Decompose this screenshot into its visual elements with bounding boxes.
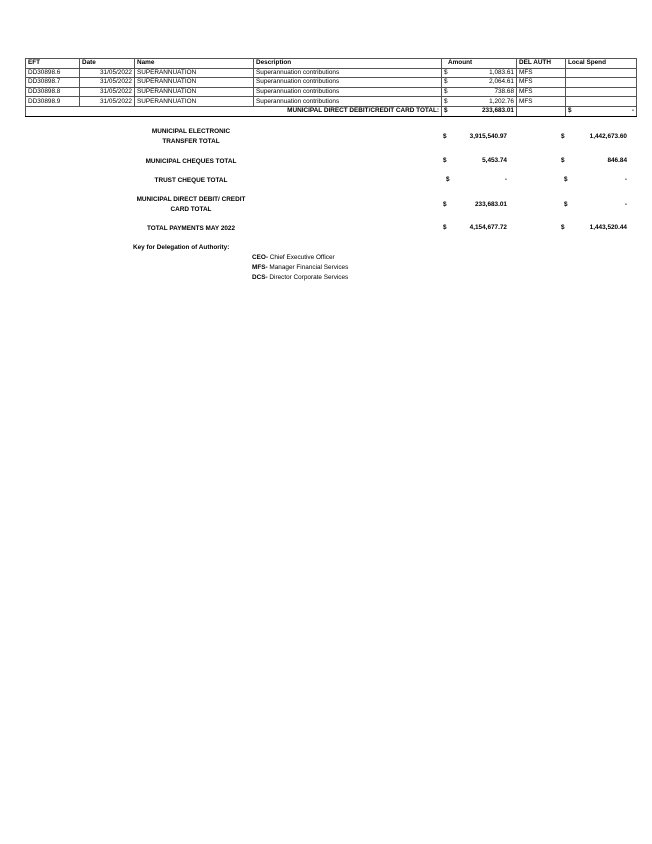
summary-currency: $ — [443, 157, 447, 164]
amount-value: 1,202.76 — [489, 97, 514, 105]
header-amount: Amount — [442, 59, 517, 69]
header-name: Name — [135, 59, 254, 69]
cell-description: Superannuation contributions — [254, 87, 442, 97]
cell-name: SUPERANNUATION — [135, 78, 254, 88]
table-row — [26, 87, 637, 97]
cell-del-auth: MFS — [517, 68, 566, 78]
total-amount-value: 233,683.01 — [482, 107, 514, 115]
summary-currency: $ — [561, 224, 565, 231]
key-code: CEO- — [252, 254, 268, 261]
summary-currency: $ — [564, 201, 568, 208]
key-code: DCS- — [252, 274, 268, 281]
summary-label: MUNICIPAL DIRECT DEBIT/ CREDIT CARD TOTAL — [136, 196, 246, 213]
summary-amount: - — [504, 176, 507, 183]
currency-symbol: $ — [444, 107, 448, 115]
table-row — [26, 78, 637, 88]
payments-table — [25, 58, 637, 117]
key-text: Chief Executive Officer — [269, 254, 335, 261]
currency-symbol: $ — [444, 97, 448, 105]
cell-amount — [442, 68, 517, 78]
currency-symbol: $ — [444, 78, 448, 86]
cell-name: SUPERANNUATION — [135, 68, 254, 78]
header-date: Date — [80, 59, 135, 69]
cell-amount — [442, 97, 517, 107]
summary-label: MUNICIPAL ELECTRONIC TRANSFER TOTAL — [151, 128, 231, 145]
cell-local-spend — [566, 68, 637, 78]
summary-local-spend: - — [624, 201, 627, 208]
table-row — [26, 97, 637, 107]
key-text: Manager Financial Services — [269, 264, 349, 271]
summary-label: MUNICIPAL CHEQUES TOTAL — [145, 158, 237, 165]
currency-symbol: $ — [568, 107, 572, 115]
cell-description: Superannuation contributions — [254, 97, 442, 107]
amount-value: 2,064.61 — [489, 78, 514, 86]
cell-amount — [442, 87, 517, 97]
cell-local-spend — [566, 87, 637, 97]
header-description: Description — [254, 59, 442, 69]
cell-name: SUPERANNUATION — [135, 87, 254, 97]
summary-currency: $ — [443, 224, 447, 231]
header-local-spend: Local Spend — [566, 59, 637, 69]
currency-symbol: $ — [444, 88, 448, 96]
total-local-value: - — [631, 107, 634, 115]
summary-label: TRUST CHEQUE TOTAL — [154, 177, 228, 184]
cell-date: 31/05/2022 — [80, 97, 135, 107]
summary-amount: 4,154,677.72 — [469, 224, 507, 231]
cell-description: Superannuation contributions — [254, 68, 442, 78]
cell-description: Superannuation contributions — [254, 78, 442, 88]
cell-date: 31/05/2022 — [80, 78, 135, 88]
cell-local-spend — [566, 78, 637, 88]
cell-del-auth: MFS — [517, 97, 566, 107]
cell-name: SUPERANNUATION — [135, 97, 254, 107]
table-header-row — [26, 59, 637, 69]
total-gap — [517, 106, 566, 116]
amount-value: 738.68 — [494, 88, 514, 96]
header-eft: EFT — [26, 59, 80, 69]
summary-currency: $ — [443, 133, 447, 140]
summary-label: TOTAL PAYMENTS MAY 2022 — [146, 225, 236, 232]
cell-eft: DD30898.8 — [26, 87, 80, 97]
key-text: Director Corporate Services — [269, 274, 349, 281]
summary-local-spend: 1,443,520.44 — [589, 224, 627, 231]
summary-currency: $ — [446, 176, 450, 183]
summary-currency: $ — [564, 176, 568, 183]
key-title: Key for Delegation of Authority: — [133, 244, 230, 251]
cell-eft: DD30898.6 — [26, 68, 80, 78]
cell-amount — [442, 78, 517, 88]
cell-local-spend — [566, 97, 637, 107]
key-item — [252, 264, 348, 271]
summary-currency: $ — [561, 133, 565, 140]
cell-del-auth: MFS — [517, 87, 566, 97]
summary-amount: 233,683.01 — [475, 201, 507, 208]
cell-eft: DD30898.7 — [26, 78, 80, 88]
cell-del-auth: MFS — [517, 78, 566, 88]
summary-amount: 3,915,540.97 — [469, 133, 507, 140]
header-del-auth: DEL AUTH — [517, 59, 566, 69]
key-item — [252, 274, 348, 281]
amount-value: 1,083.61 — [489, 68, 514, 76]
cell-eft: DD30898.9 — [26, 97, 80, 107]
cell-date: 31/05/2022 — [80, 87, 135, 97]
total-amount — [442, 106, 517, 116]
summary-local-spend: - — [624, 176, 627, 183]
total-local-spend — [566, 106, 637, 116]
summary-local-spend: 1,442,673.60 — [589, 133, 627, 140]
summary-local-spend: 846.84 — [607, 157, 627, 164]
total-label: MUNICIPAL DIRECT DEBIT/CREDIT CARD TOTAL: — [26, 106, 442, 116]
currency-symbol: $ — [444, 68, 448, 76]
table-row — [26, 68, 637, 78]
summary-amount: 5,453.74 — [482, 157, 507, 164]
total-row — [26, 106, 637, 116]
summary-currency: $ — [561, 157, 565, 164]
cell-date: 31/05/2022 — [80, 68, 135, 78]
key-item — [252, 254, 335, 261]
key-code: MFS- — [252, 264, 268, 271]
summary-currency: $ — [443, 201, 447, 208]
